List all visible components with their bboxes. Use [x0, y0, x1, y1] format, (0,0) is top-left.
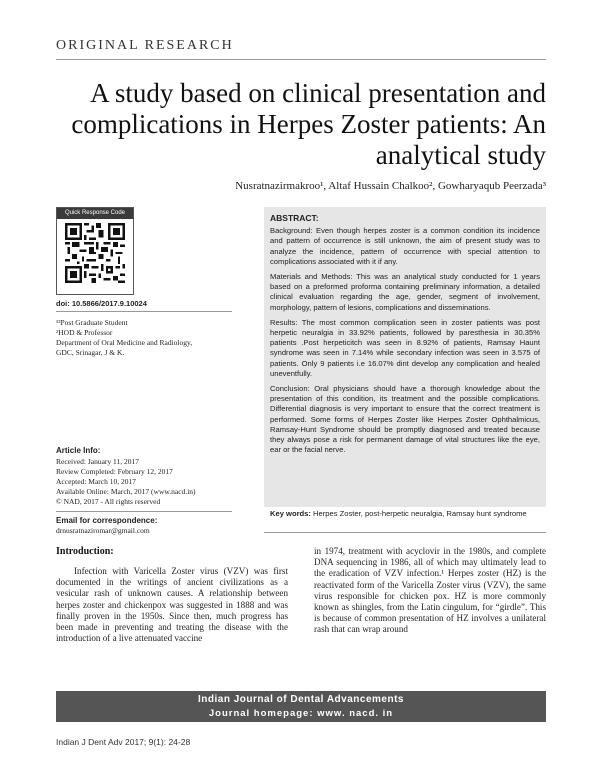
abstract-results: Results: The most common complication seen in zoster patients was post herpetic neuralgia in 33.92% patients, followed by paresthesia in 30.35% patients .Post herpeticitch was seen in 8.92% of patients, Ramsay Haunt syndrome was seen in 7.14% while secondary infection was seen in 3.575 of patients. Only 9 patients i.e 16.07% dint develop any complication and healed uneventfully. — [270, 317, 540, 378]
journal-banner — [56, 691, 546, 722]
section-label: ORIGINAL RESEARCH — [56, 38, 234, 53]
page-footer-citation: Indian J Dent Adv 2017; 9(1): 24-28 — [56, 737, 191, 747]
affiliation-block — [56, 318, 236, 358]
article-info-line: Received: January 11, 2017 — [56, 457, 140, 466]
author-list: Nusratnazirmakroo¹, Altaf Hussain Chalkoo², Gowharyaqub Peerzada³ — [235, 180, 546, 192]
qr-code-panel — [56, 207, 134, 295]
correspondence-email[interactable]: drnusratnaziromar@gmail.com — [56, 526, 150, 535]
keywords-text: Herpes Zoster, post-herpetic neuralgia, Ramsay hunt syndrome — [310, 509, 527, 518]
header-divider — [56, 59, 546, 60]
article-info-block — [56, 446, 236, 507]
doi-link[interactable]: doi: 10.5866/2017.9.10024 — [56, 299, 147, 308]
introduction-heading: Introduction: — [56, 546, 114, 557]
keywords-label: Key words: — [270, 509, 311, 518]
journal-homepage[interactable]: Journal homepage: www. nacd. in — [208, 708, 394, 719]
qr-code-label: Quick Response Code — [57, 208, 133, 219]
article-info-line: Review Completed: February 12, 2017 — [56, 467, 173, 476]
correspondence-heading: Email for correspondence: — [56, 516, 158, 525]
abstract-methods: Materials and Methods: This was an analytical study conducted for 1 years based on a preformed proforma containing preliminary information, a detailed clinical evaluation regarding the age, gender, segment of involvement, morphology, pattern of lesions, complications and disseminations. — [270, 272, 540, 312]
correspondence-block — [56, 516, 236, 536]
affiliation-line: Department of Oral Medicine and Radiology, — [56, 338, 193, 347]
article-info-line: Accepted: March 10, 2017 — [56, 477, 136, 486]
article-info-line: Available Online: March, 2017 (www.nacd.in) — [56, 487, 196, 496]
affiliation-line: GDC, Srinagar, J & K. — [56, 348, 125, 357]
article-info-heading: Article Info: — [56, 446, 101, 455]
doi-divider — [56, 311, 232, 312]
abstract-content — [270, 213, 540, 460]
article-info-line: © NAD, 2017 - All rights reserved — [56, 497, 161, 506]
affiliation-line: ²HOD & Professor — [56, 328, 113, 337]
article-info-divider — [56, 511, 232, 512]
journal-name: Indian Journal of Dental Advancements — [198, 694, 404, 705]
body-paragraph: in 1974, treatment with acyclovir in the 1980s, and complete DNA sequencing in 1986, all of which may ultimately lead to the eradication of VZV infection.¹ Herpes zoster (HZ) is the reactivated form of the Varicella Zoster virus (VZV), the same virus responsible for chicken pox. HZ is more commonly known as shingles, from the Latin cingulum, for “girdle”. This is because of common presentation of HZ involves a unilateral rash that can wrap around — [314, 546, 546, 635]
abstract-background: Background: Even though herpes zoster is a common condition its incidence and pattern of occurrence is still unknown, the aim of present study was to analyze the incidence, pattern of occurrence with special attention to complications associated with it if any. — [270, 226, 540, 266]
body-column-right — [314, 546, 546, 636]
body-column-left — [56, 566, 288, 644]
body-paragraph: Infection with Varicella Zoster virus (VZV) was first documented in the writings of ancient civilizations as a vesicular rash of unknown causes. A relationship between herpes zoster and chickenpox was suggested in 1888 and was finally proven in the 1950s. Since then, much progress has been made in preventing and treating the disease with the introduction of a live attenuated vaccine — [56, 566, 288, 644]
abstract-panel — [264, 207, 546, 507]
keywords — [270, 509, 546, 519]
article-title: A study based on clinical presentation and complications in Herpes Zoster patients: An analytical study — [71, 78, 546, 170]
affiliation-line: ¹³Post Graduate Student — [56, 318, 128, 327]
abstract-conclusion: Conclusion: Oral physicians should have a thorough knowledge about the presentation of this condition, its treatment and the possible complications. Differential diagnosis is very important to ensure that the correct treatment is performed. Some forms of Herpes Zoster like Herpes Zoster Ophthalmicus, Ramsay-Hunt Syndrome should be promptly diagnosed and treated because they always pose a risk for permanent damage of vital structures like the eye, ear or the facial nerve. — [270, 384, 540, 455]
qr-code-icon — [65, 223, 125, 283]
abstract-heading: ABSTRACT: — [270, 213, 319, 223]
keywords-divider — [264, 532, 546, 533]
